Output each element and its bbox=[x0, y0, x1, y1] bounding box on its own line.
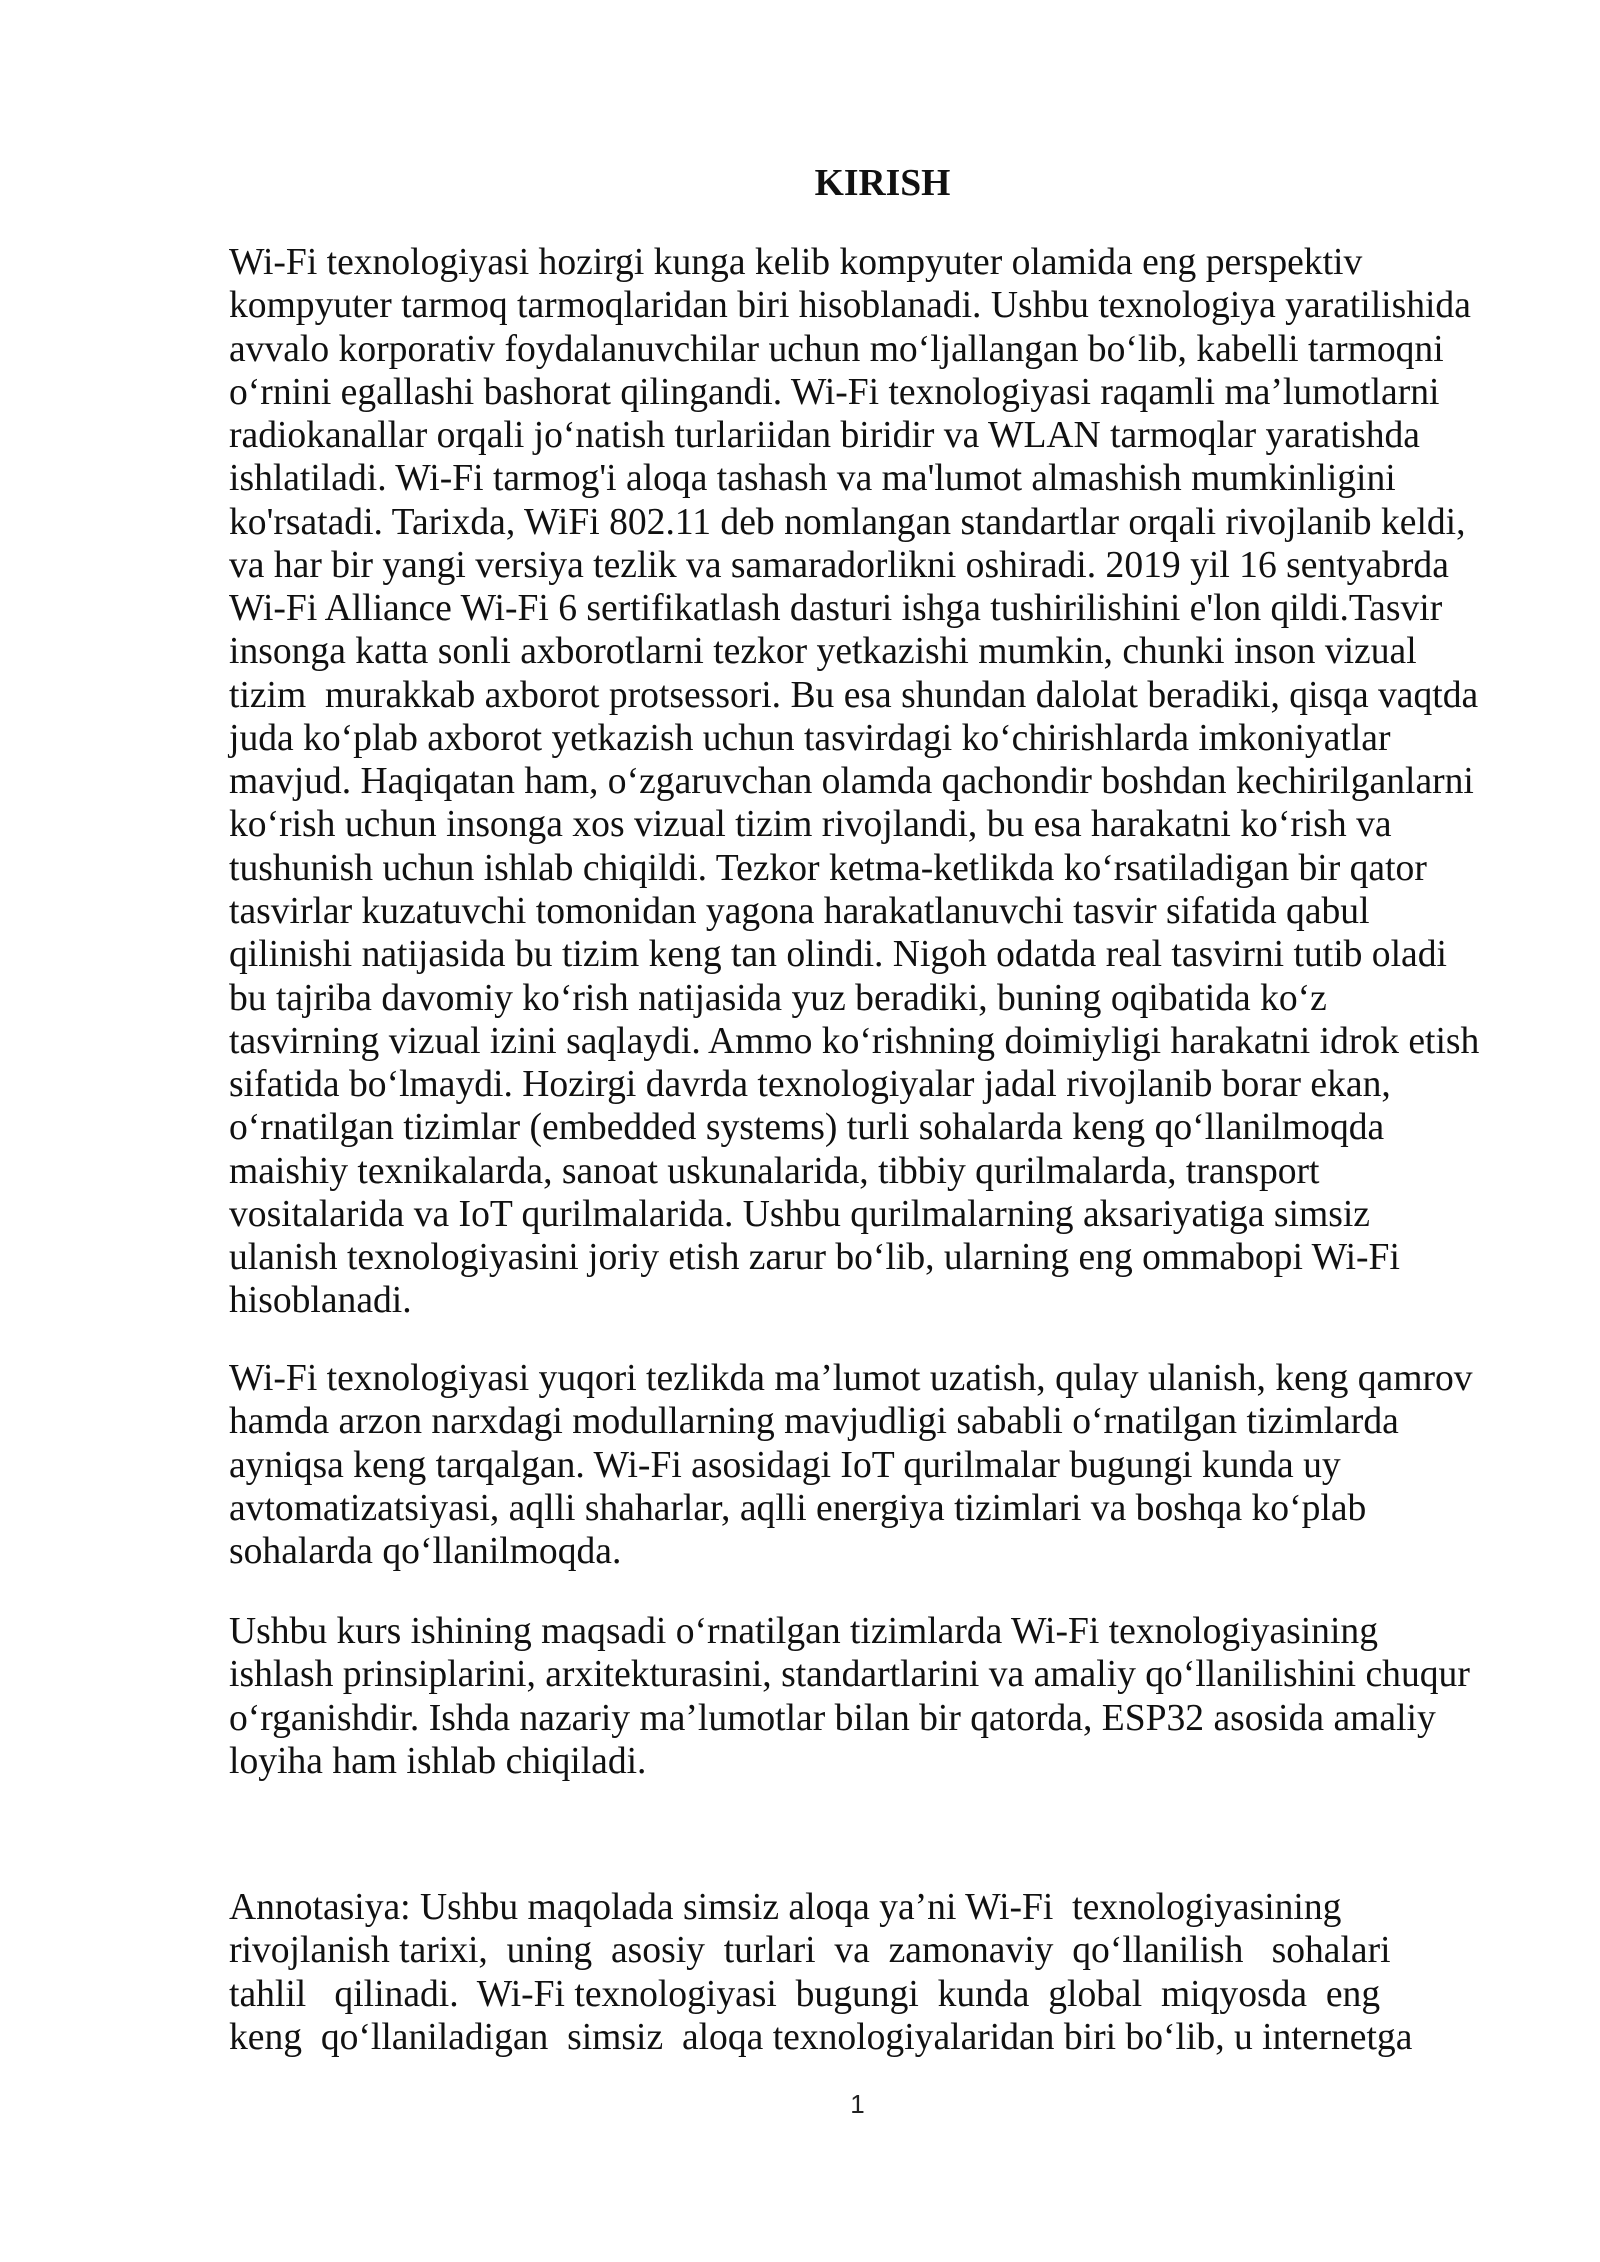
paragraph-intro bbox=[229, 241, 1529, 1323]
text-line: ulanish texnologiyasini joriy etish zarur bo‘lib, ularning eng ommabopi Wi-Fi bbox=[229, 1237, 1400, 1279]
text-line: vositalarida va IoT qurilmalarida. Ushbu qurilmalarning aksariyatiga simsiz bbox=[229, 1193, 1370, 1235]
text-line: ishlatiladi. Wi-Fi tarmog'i aloqa tashash va ma'lumot almashish mumkinligini bbox=[229, 458, 1396, 500]
text-line: keng qo‘llaniladigan simsiz aloqa texnologiyalaridan biri bo‘lib, u internetga bbox=[229, 2016, 1413, 2058]
text-line: ko'rsatadi. Tarixda, WiFi 802.11 deb nomlangan standartlar orqali rivojlanib keldi, bbox=[229, 501, 1466, 543]
text-line: juda ko‘plab axborot yetkazish uchun tasvirdagi ko‘chirishlarda imkoniyatlar bbox=[229, 717, 1391, 759]
text-line: ayniqsa keng tarqalgan. Wi-Fi asosidagi IoT qurilmalar bugungi kunda uy bbox=[229, 1444, 1341, 1486]
text-line: kompyuter tarmoq tarmoqlaridan biri hisoblanadi. Ushbu texnologiya yaratilishida bbox=[229, 285, 1471, 327]
text-line: ishlash prinsiplarini, arxitekturasini, standartlarini va amaliy qo‘llanilishini chuqur bbox=[229, 1654, 1470, 1696]
text-line: va har bir yangi versiya tezlik va samaradorlikni oshiradi. 2019 yil 16 sentyabrda bbox=[229, 544, 1449, 586]
text-line: avvalo korporativ foydalanuvchilar uchun mo‘ljallangan bo‘lib, kabelli tarmoqni bbox=[229, 328, 1444, 370]
text-line: Wi-Fi Alliance Wi-Fi 6 sertifikatlash dasturi ishga tushirilishini e'lon qildi.Tasvir bbox=[229, 588, 1443, 630]
text-line: tasvirning vizual izini saqlaydi. Ammo ko‘rishning doimiyligi harakatni idrok etish bbox=[229, 1020, 1480, 1062]
text-line: o‘rnini egallashi bashorat qilingandi. Wi-Fi texnologiyasi raqamli ma’lumotlarni bbox=[229, 371, 1440, 413]
text-line: Wi-Fi texnologiyasi yuqori tezlikda ma’lumot uzatish, qulay ulanish, keng qamrov bbox=[229, 1358, 1473, 1399]
text-line: loyiha ham ishlab chiqiladi. bbox=[229, 1740, 647, 1782]
text-line: o‘rganishdir. Ishda nazariy ma’lumotlar bilan bir qatorda, ESP32 asosida amaliy bbox=[229, 1697, 1436, 1739]
text-line: o‘rnatilgan tizimlar (embedded systems) turli sohalarda keng qo‘llanilmoqda bbox=[229, 1107, 1385, 1149]
text-line: hisoblanadi. bbox=[229, 1280, 412, 1322]
text-line: avtomatizatsiyasi, aqlli shaharlar, aqlli energiya tizimlari va boshqa ko‘plab bbox=[229, 1487, 1367, 1529]
text-line: bu tajriba davomiy ko‘rish natijasida yuz beradiki, buning oqibatida ko‘z bbox=[229, 977, 1327, 1019]
paragraph-goal bbox=[229, 1610, 1529, 1783]
text-line: tushunish uchun ishlab chiqildi. Tezkor ketma-ketlikda ko‘rsatiladigan bir qator bbox=[229, 847, 1427, 889]
text-line: hamda arzon narxdagi modullarning mavjudligi sababli o‘rnatilgan tizimlarda bbox=[229, 1401, 1399, 1443]
text-line: tasvirlar kuzatuvchi tomonidan yagona harakatlanuvchi tasvir sifatida qabul bbox=[229, 890, 1370, 932]
paragraph-wifi-usage bbox=[229, 1357, 1529, 1573]
text-line: radiokanallar orqali jo‘natish turlariidan biridir va WLAN tarmoqlar yaratishda bbox=[229, 415, 1420, 457]
text-line: sifatida bo‘lmaydi. Hozirgi davrda texnologiyalar jadal rivojlanib borar ekan, bbox=[229, 1064, 1391, 1106]
page-title: KIRISH bbox=[814, 163, 951, 204]
text-line: tizim murakkab axborot protsessori. Bu esa shundan dalolat beradiki, qisqa vaqtda bbox=[229, 674, 1479, 716]
text-line: Wi-Fi texnologiyasi hozirgi kunga kelib kompyuter olamida eng perspektiv bbox=[229, 242, 1363, 283]
text-line: tahlil qilinadi. Wi-Fi texnologiyasi bugungi kunda global miqyosda eng bbox=[229, 1973, 1381, 2015]
text-line: ko‘rish uchun insonga xos vizual tizim rivojlandi, bu esa harakatni ko‘rish va bbox=[229, 804, 1392, 846]
text-line: insonga katta sonli axborotlarni tezkor yetkazishi mumkin, chunki inson vizual bbox=[229, 631, 1417, 673]
text-line: qilinishi natijasida bu tizim keng tan olindi. Nigoh odatda real tasvirni tutib oladi bbox=[229, 934, 1447, 976]
text-line: maishiy texnikalarda, sanoat uskunalarida, tibbiy qurilmalarda, transport bbox=[229, 1150, 1320, 1192]
paragraph-annotation bbox=[229, 1886, 1529, 2059]
text-line: Annotasiya: Ushbu maqolada simsiz aloqa ya’ni Wi-Fi texnologiyasining bbox=[229, 1887, 1342, 1928]
text-line: sohalarda qo‘llanilmoqda. bbox=[229, 1531, 622, 1573]
text-line: Ushbu kurs ishining maqsadi o‘rnatilgan tizimlarda Wi-Fi texnologiyasining bbox=[229, 1611, 1378, 1652]
page-number: 1 bbox=[850, 2089, 865, 2119]
text-line: mavjud. Haqiqatan ham, o‘zgaruvchan olamda qachondir boshdan kechirilganlarni bbox=[229, 761, 1474, 803]
text-line: rivojlanish tarixi, uning asosiy turlari va zamonaviy qo‘llanilish sohalari bbox=[229, 1930, 1391, 1972]
